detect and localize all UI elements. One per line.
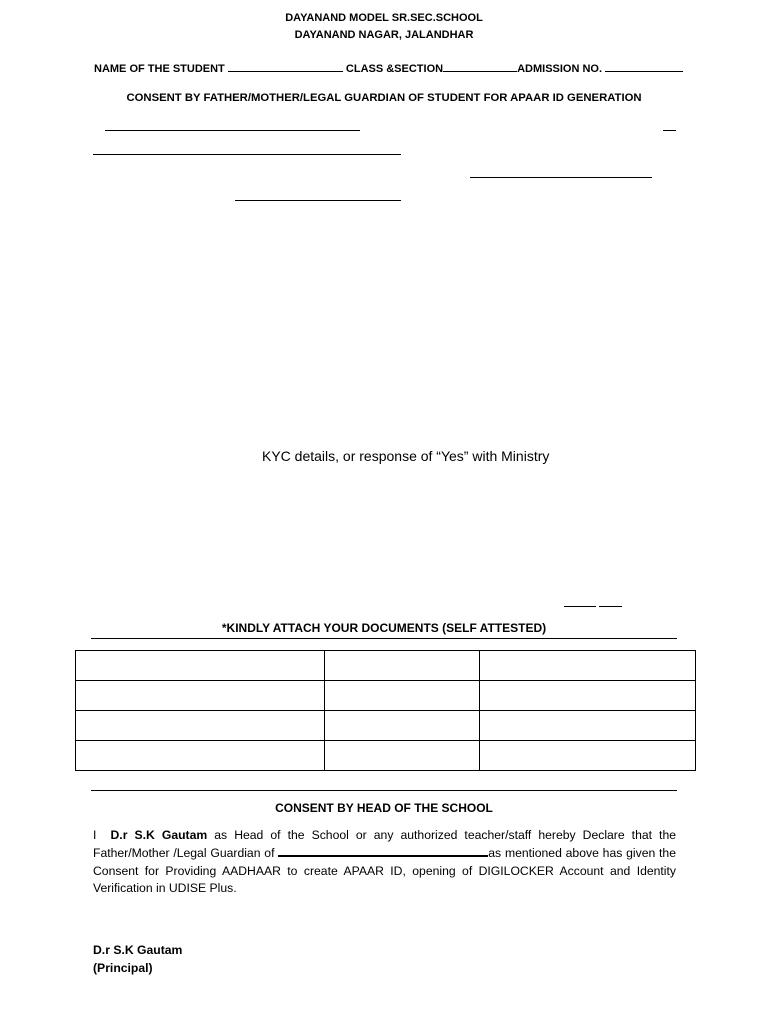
- head-consent-prefix: I: [93, 828, 97, 842]
- table-cell[interactable]: [76, 741, 325, 771]
- head-consent-text-2: as mentioned above has given the Consent for Providing AADHAAR to create APAAR ID, opening of DIGILOCKER Account and Identity Verification in UDISE Plus.: [93, 845, 676, 896]
- blank-line-4[interactable]: [470, 177, 652, 178]
- class-section-blank[interactable]: [443, 62, 517, 72]
- admission-no-blank[interactable]: [605, 62, 683, 72]
- blank-line-5[interactable]: [235, 200, 401, 201]
- class-section-label: CLASS &SECTION: [345, 63, 444, 75]
- admission-no-label: ADMISSION NO.: [517, 63, 603, 75]
- head-consent-title: CONSENT BY HEAD OF THE SCHOOL: [275, 801, 493, 815]
- student-name-label: NAME OF THE STUDENT: [94, 63, 225, 75]
- table-cell[interactable]: [76, 681, 325, 711]
- blank-line-7[interactable]: [599, 606, 622, 607]
- table-cell[interactable]: [76, 711, 325, 741]
- school-address: DAYANAND NAGAR, JALANDHAR: [294, 29, 474, 41]
- documents-heading-rule: [91, 638, 677, 639]
- student-name-blank[interactable]: [228, 62, 343, 72]
- table-cell[interactable]: [76, 651, 325, 681]
- table-cell[interactable]: [325, 741, 480, 771]
- head-consent-text-1: as Head of the School or any authorized teacher/staff hereby Declare that the Father/Mother /Legal Guardian of: [93, 828, 677, 860]
- kyc-text: KYC details, or response of “Yes” with Ministry: [262, 448, 550, 464]
- head-name: D.r S.K Gautam: [110, 828, 208, 842]
- school-name: DAYANAND MODEL SR.SEC.SCHOOL: [285, 12, 483, 24]
- table-cell[interactable]: [325, 681, 480, 711]
- table-cell[interactable]: [480, 651, 696, 681]
- table-row: [76, 711, 696, 741]
- table-row: [76, 651, 696, 681]
- signature-name: D.r S.K Gautam: [93, 943, 183, 957]
- blank-line-2[interactable]: [663, 130, 676, 131]
- table-cell[interactable]: [480, 741, 696, 771]
- table-cell[interactable]: [325, 711, 480, 741]
- consent-title: CONSENT BY FATHER/MOTHER/LEGAL GUARDIAN OF STUDENT FOR APAAR ID GENERATION: [126, 92, 642, 104]
- signature-designation: (Principal): [93, 961, 153, 975]
- blank-line-6[interactable]: [564, 606, 596, 607]
- section-divider: [91, 790, 677, 791]
- blank-line-1[interactable]: [105, 130, 360, 131]
- table-cell[interactable]: [480, 681, 696, 711]
- blank-line-3[interactable]: [93, 154, 401, 155]
- head-consent-paragraph: [93, 827, 676, 898]
- table-row: [76, 681, 696, 711]
- table-row: [76, 741, 696, 771]
- table-cell[interactable]: [480, 711, 696, 741]
- guardian-name-blank[interactable]: [278, 846, 488, 857]
- documents-heading: *KINDLY ATTACH YOUR DOCUMENTS (SELF ATTESTED): [221, 621, 547, 635]
- table-cell[interactable]: [325, 651, 480, 681]
- student-fields-row: [94, 62, 694, 75]
- documents-table: [75, 650, 696, 771]
